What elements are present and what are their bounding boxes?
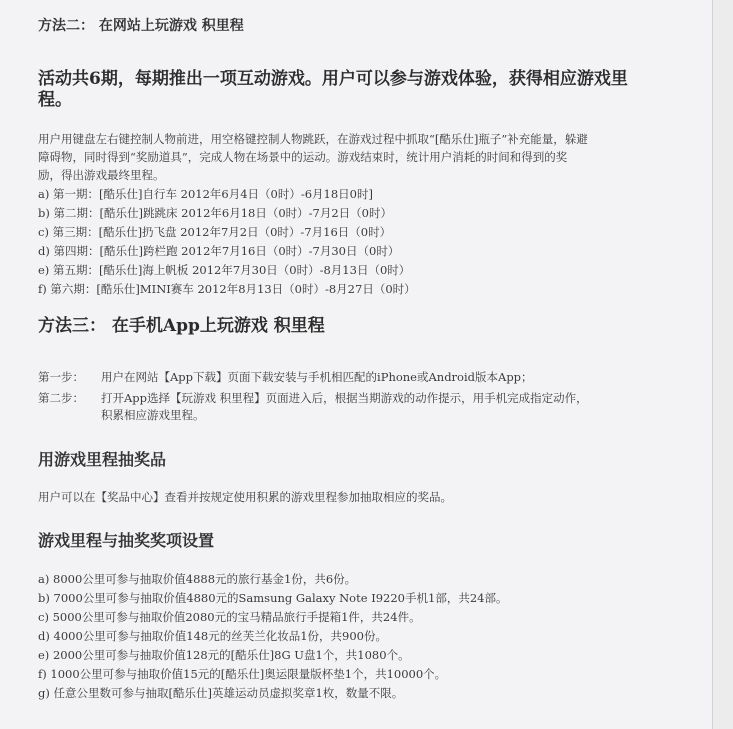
- step-2-label: 第二步：: [38, 391, 84, 405]
- prize-item-3: c) 5000公里可参与抽取价值2080元的宝马精品旅行手提箱1件，共24件。: [38, 610, 421, 624]
- phase-item-2: b) 第二期：[酷乐仕]跳跳床 2012年6月18日（0时）-7月2日（0时）: [38, 206, 392, 220]
- method2-desc-line2: 障碍物，同时得到“奖励道具”，完成人物在场景中的运动。游戏结束时，统计用户消耗的时间和得到的奖: [38, 150, 568, 164]
- method2-intro-line2: 程。: [38, 90, 72, 110]
- step-1-label: 第一步：: [38, 370, 84, 384]
- prize-item-4: d) 4000公里可参与抽取价值148元的丝芙兰化妆品1份，共900份。: [38, 629, 387, 643]
- method2-desc-line3: 励，得出游戏最终里程。: [38, 168, 165, 182]
- method2-intro-line1: 活动共6期，每期推出一项互动游戏。用户可以参与游戏体验，获得相应游戏里: [38, 69, 628, 89]
- prize-item-6: f) 1000公里可参与抽取价值15元的[酷乐仕]奥运限量版杯垫1个，共10000个。: [38, 667, 447, 681]
- page-edge-divider: [712, 0, 713, 729]
- prize-item-1: a) 8000公里可参与抽取价值4888元的旅行基金1份，共6份。: [38, 572, 357, 586]
- prize-item-5: e) 2000公里可参与抽取价值128元的[酷乐仕]8G U盘1个，共1080个。: [38, 648, 410, 662]
- phase-item-3: c) 第三期：[酷乐仕]扔飞盘 2012年7月2日（0时）-7月16日（0时）: [38, 225, 392, 239]
- phase-item-5: e) 第五期：[酷乐仕]海上帆板 2012年7月30日（0时）-8月13日（0时）: [38, 263, 411, 277]
- phase-item-1: a) 第一期：[酷乐仕]自行车 2012年6月4日（0时）-6月18日0时]: [38, 187, 373, 201]
- step-1-text: [101, 369, 701, 386]
- phase-item-6: f) 第六期：[酷乐仕]MINI赛车 2012年8月13日（0时）-8月27日（0时）: [38, 282, 416, 296]
- method2-heading: 方法二： 在网站上玩游戏 积里程: [38, 18, 244, 34]
- step-1-line1: 用户在网站【App下载】页面下载安装与手机相匹配的iPhone或Android版本App；: [101, 370, 533, 384]
- method3-heading: 方法三： 在手机App上玩游戏 积里程: [38, 316, 325, 336]
- step-2-text: [101, 390, 701, 424]
- prizes-heading: 游戏里程与抽奖奖项设置: [38, 531, 215, 550]
- prize-item-7: g) 任意公里数可参与抽取[酷乐仕]英雄运动员虚拟奖章1枚，数量不限。: [38, 686, 404, 700]
- method2-desc-line1: 用户用键盘左右键控制人物前进，用空格键控制人物跳跃，在游戏过程中抓取“[酷乐仕]瓶子”补充能量，躲避: [38, 132, 588, 146]
- step-2-line1: 打开App选择【玩游戏 积里程】页面进入后，根据当期游戏的动作提示，用手机完成指定动作，: [101, 391, 588, 405]
- lottery-heading: 用游戏里程抽奖品: [38, 450, 167, 469]
- prize-item-2: b) 7000公里可参与抽取价值4880元的Samsung Galaxy Note I9220手机1部，共24部。: [38, 591, 508, 605]
- phase-item-4: d) 第四期：[酷乐仕]跨栏跑 2012年7月16日（0时）-7月30日（0时）: [38, 244, 400, 258]
- step-2-line2: 积累相应游戏里程。: [101, 408, 205, 422]
- lottery-text: 用户可以在【奖品中心】查看并按规定使用积累的游戏里程参加抽取相应的奖品。: [38, 490, 452, 504]
